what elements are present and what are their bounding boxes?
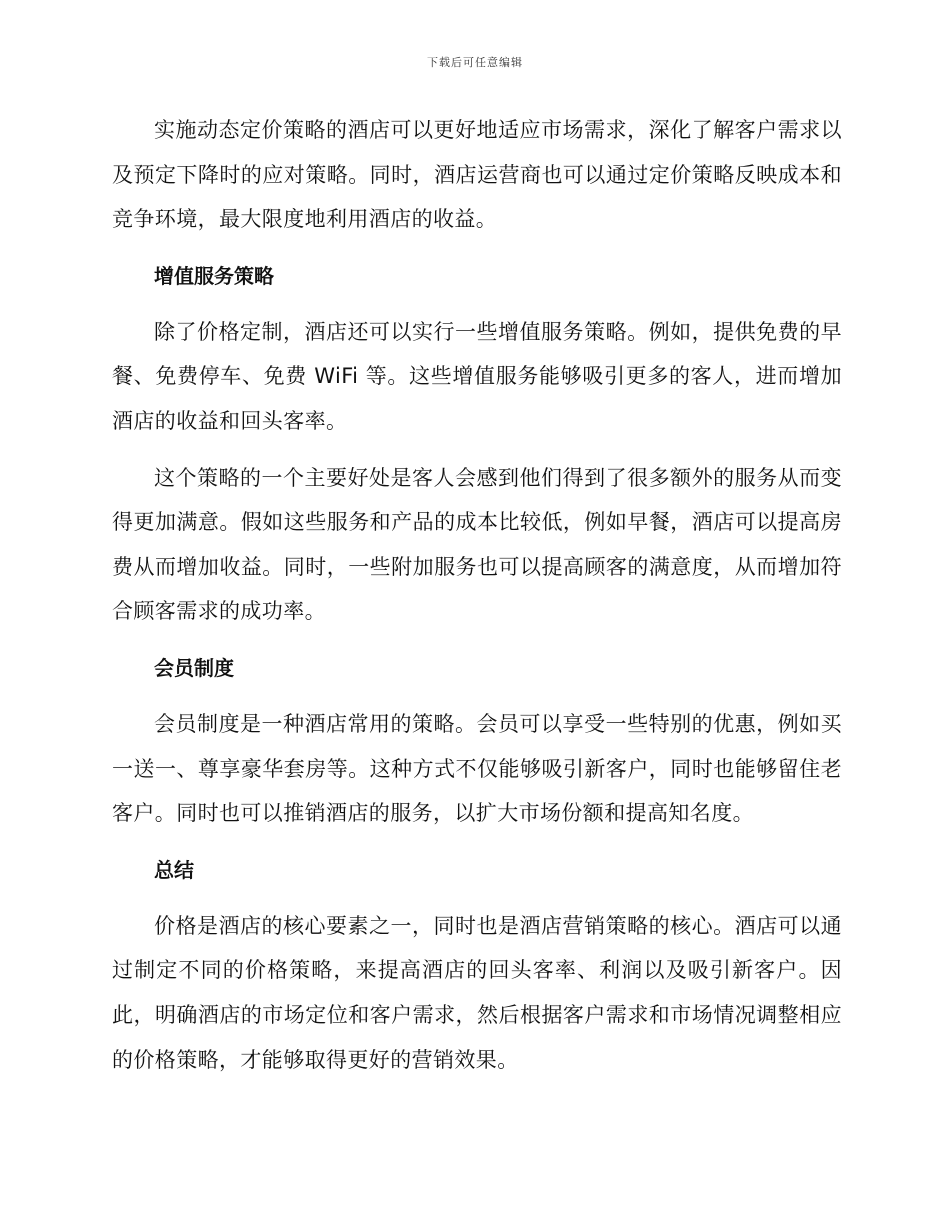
value-added-paragraph-1: 除了价格定制，酒店还可以实行一些增值服务策略。例如，提供免费的早餐、免费停车、免费 WiFi 等。这些增值服务能够吸引更多的客人，进而增加酒店的收益和回头客率。 [112,319,842,433]
section-heading-value-added: 增值服务策略 [154,263,274,288]
value-added-paragraph-2: 这个策略的一个主要好处是客人会感到他们得到了很多额外的服务从而变得更加满意。假如这些服务和产品的成本比较低，例如早餐，酒店可以提高房费从而增加收益。同时，一些附加服务也可以提高顾客的满意度，从而增加符合顾客需求的成功率。 [112,465,842,624]
page-header-note: 下载后可任意编辑 [427,56,523,69]
section-heading-membership: 会员制度 [154,655,234,680]
document-body [112,108,842,1094]
summary-paragraph: 价格是酒店的核心要素之一，同时也是酒店营销策略的核心。酒店可以通过制定不同的价格策略，来提高酒店的回头客率、利润以及吸引新客户。因此，明确酒店的市场定位和客户需求，然后根据客户需求和市场情况调整相应的价格策略，才能够取得更好的营销效果。 [112,913,842,1072]
membership-paragraph: 会员制度是一种酒店常用的策略。会员可以享受一些特别的优惠，例如买一送一、尊享豪华套房等。这种方式不仅能够吸引新客户，同时也能够留住老客户。同时也可以推销酒店的服务，以扩大市场份额和提高知名度。 [112,711,842,826]
intro-paragraph: 实施动态定价策略的酒店可以更好地适应市场需求，深化了解客户需求以及预定下降时的应对策略。同时，酒店运营商也可以通过定价策略反映成本和竞争环境，最大限度地利用酒店的收益。 [112,118,842,232]
section-heading-summary: 总结 [154,857,194,882]
